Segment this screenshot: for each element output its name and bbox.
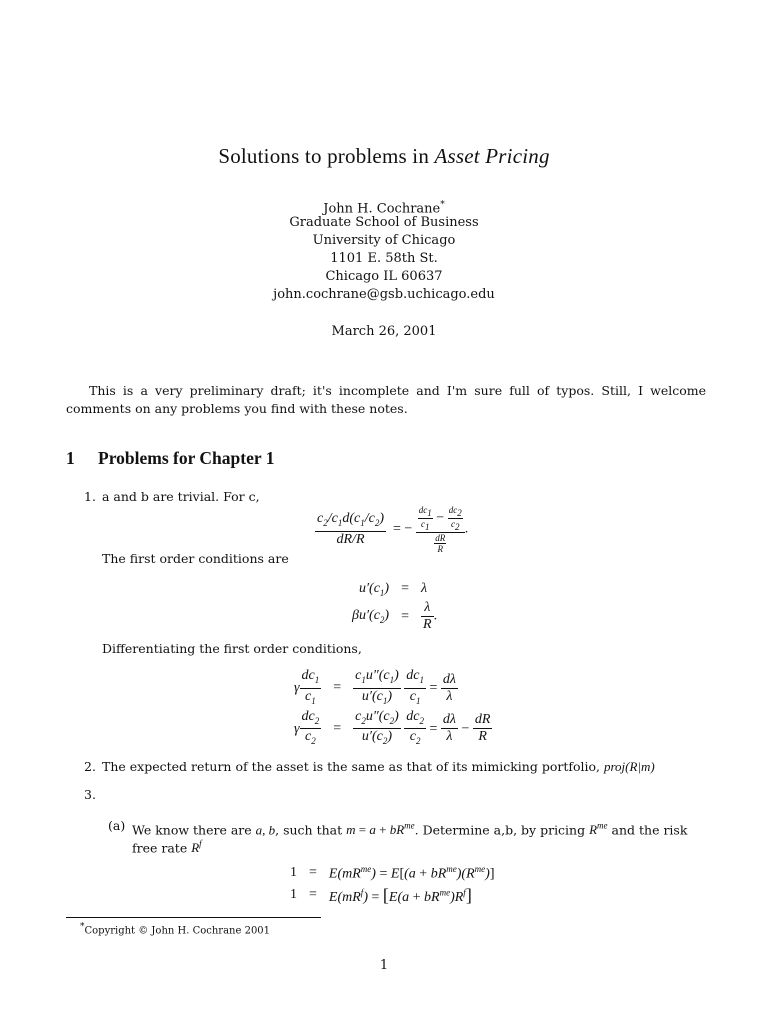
problem-3a-line-1 <box>132 817 687 839</box>
problem-3-number: 3. <box>84 787 96 802</box>
paper-title <box>0 144 768 169</box>
p3a-math-rme: $R^{me}$ <box>589 821 608 838</box>
p3a-ab: a, b <box>255 822 276 838</box>
problem-2-text: The expected return of the asset is the same as that of its mimicking portfolio, <box>102 759 600 774</box>
equation-pricing: 1 = $E(mR^{me}) = E[(a + bR^{me})(R^{me})]$ 1 = $E(mR^f) = [E(a + bR^{me})R^f]$ <box>290 863 495 905</box>
problem-2-math: proj(R|m) <box>603 759 655 774</box>
problem-2-line <box>102 758 655 776</box>
affiliation-line-2: University of Chicago <box>312 233 456 248</box>
equation-elasticity: $\frac{c_2/c_1d(c_1/c_2)}{dR/R}$ = − $\frac{dc_1}{c_1}$ − $\frac{dc_2}{c_2}$ $\frac{dR}{R}$ . <box>317 505 469 554</box>
title-prefix: Solutions to problems in <box>218 144 435 168</box>
section-title: Problems for Chapter 1 <box>98 448 275 468</box>
p3a-text5: free rate <box>132 840 192 856</box>
problem-3a-label: (a) <box>108 818 126 833</box>
equation-differentiated: γ $\frac{dc_1}{c_1}$ = $\frac{c_1u''(c_1)}{u'(c_1)}$ $\frac{dc_1}{c_1}$ = $\frac{d\lambda}{\lambda}$ γ $\frac{dc_2}{c_2}$ = $\frac{c_2u''(c_2)}{u'(c_2)}$ $\frac{dc_2}{c_2}$ = $\frac{d\lambda}{\lambda}$ − $\frac{dR}{R}$ <box>294 668 491 747</box>
footnote-rule <box>66 917 321 918</box>
p3a-math-m: $m = a + bR^{me}$ <box>346 821 415 838</box>
intro-paragraph <box>66 382 706 418</box>
section-heading <box>66 448 274 469</box>
address-line-2: Chicago IL 60637 <box>325 269 443 284</box>
footnote-marker: * <box>80 922 85 932</box>
p3a-text2: , such that <box>275 822 347 838</box>
author-name-text: John H. Cochrane <box>323 201 441 217</box>
section-number: 1 <box>66 448 75 468</box>
address-line-1: 1101 E. 58th St. <box>330 251 438 266</box>
footnote-text: Copyright © John H. Cochrane 2001 <box>84 925 271 937</box>
page-number: 1 <box>379 958 389 973</box>
problem-3a-line-2 <box>132 835 202 857</box>
title-italic: Asset Pricing <box>434 144 550 168</box>
p3a-text1: We know there are <box>132 822 256 838</box>
paper-date: March 26, 2001 <box>331 324 437 339</box>
p3a-math-rf: $R^f$ <box>191 839 202 856</box>
intro-text: This is a very preliminary draft; it's incomplete and I'm sure full of typos. Still, I welcome comments on any problems you find with these notes. <box>66 383 706 416</box>
problem-1-text: a and b are trivial. For c, <box>102 489 260 504</box>
problem-2-number: 2. <box>84 759 96 774</box>
foc-text: The first order conditions are <box>102 551 289 566</box>
diff-text: Differentiating the first order conditions, <box>102 641 362 656</box>
problem-1-number: 1. <box>84 489 96 504</box>
equation-foc: $u'(c_1)$ = λ $\beta u'(c_2)$ = $\frac{\lambda}{R}$ . <box>352 580 438 632</box>
footnote-mark: * <box>440 200 445 210</box>
author-email: john.cochrane@gsb.uchicago.edu <box>273 287 495 302</box>
p3a-text3: . Determine a,b, by pricing <box>414 822 590 838</box>
affiliation-line-1: Graduate School of Business <box>289 215 479 230</box>
footnote <box>80 922 270 936</box>
p3a-text4: and the risk <box>607 822 688 838</box>
